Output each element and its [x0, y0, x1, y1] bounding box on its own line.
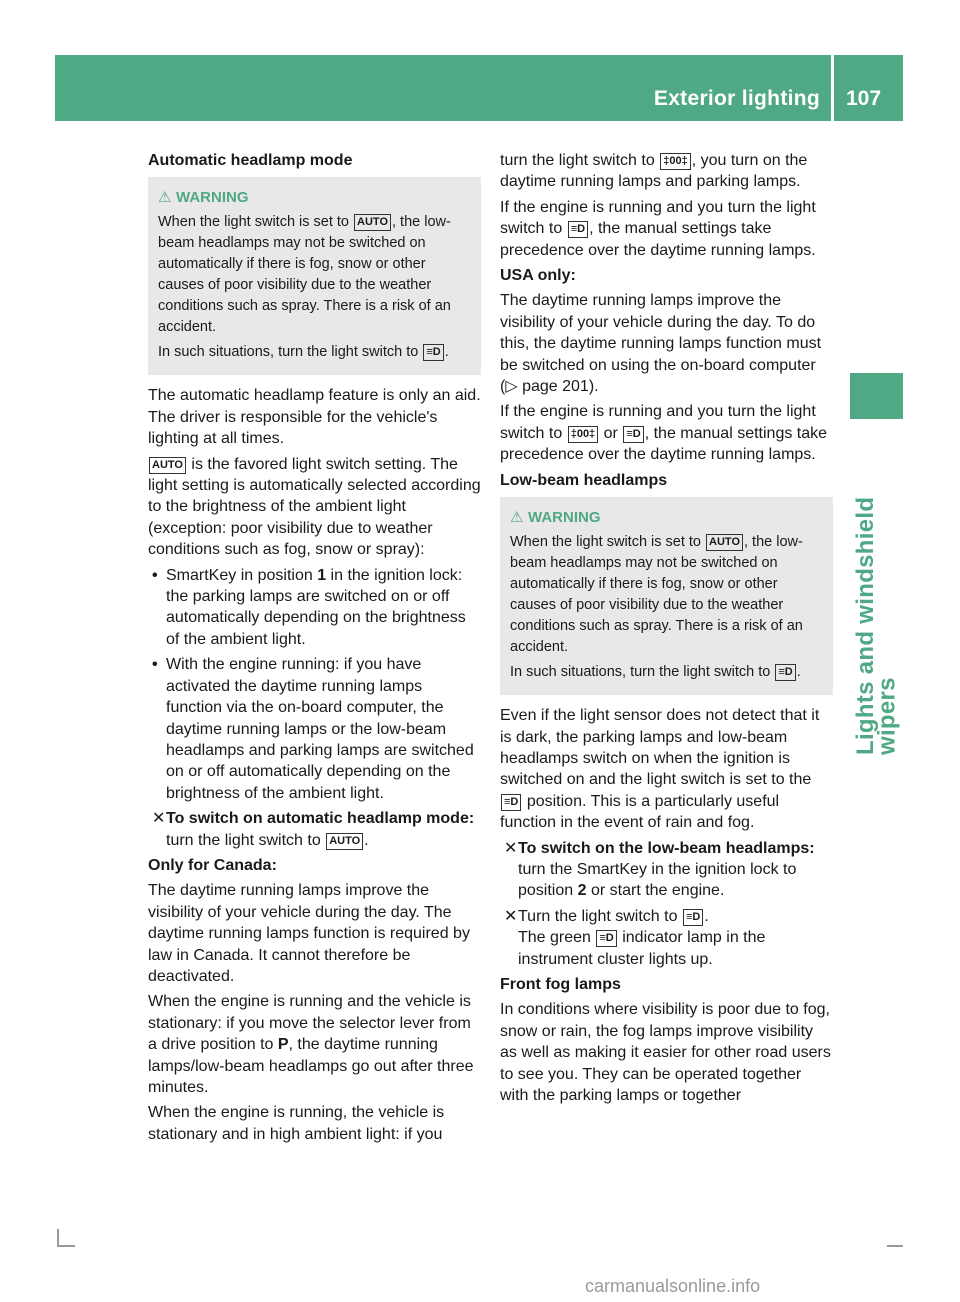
lowbeam-icon: ≡D [568, 221, 588, 238]
right-column [500, 150, 833, 1110]
bullet-item: • SmartKey in position 1 in the ignition lock: the parking lamps are switched on or off automatically depending on the brightness of the ambient light. [152, 566, 466, 648]
crop-mark [887, 1245, 903, 1247]
paragraph: The daytime running lamps improve the visibility of your vehicle during the day. To do this, the daytime running lamps function must be switched on using the on-board computer (▷ page 201). [500, 292, 822, 396]
paragraph: If the engine is running and you turn the light switch to ≡D , the manual settings take precedence over the daytime running lamps. [500, 198, 816, 259]
page-ref-icon: ▷ [505, 378, 518, 396]
lowbeam-icon: ≡D [501, 794, 521, 811]
chapter-tab [850, 425, 903, 755]
paragraph: turn the light switch to ‡00‡ , you turn on the daytime running lamps and parking lamps. [500, 152, 808, 191]
warning-advice: In such situations, turn the light switch to ≡D . [510, 664, 801, 681]
heading-front-fog: Front fog lamps [500, 975, 621, 993]
paragraph: Even if the light sensor does not detect that it is dark, the parking lamps and low-beam headlamps switch on when the ignition is switched on and the light switch is set to the ≡D position. This is a particularly useful function in the event of rain and fog. [500, 707, 820, 832]
header-separator [831, 55, 834, 121]
heading-usa: USA only: [500, 267, 576, 285]
bullet-icon: • [152, 566, 158, 584]
step-arrow-icon: ✕ [152, 810, 166, 828]
warning-icon: ⚠ [158, 189, 172, 207]
auto-icon: AUTO [354, 214, 391, 231]
warning-icon: ⚠ [510, 509, 524, 527]
paragraph: The daytime running lamps improve the visibility of your vehicle during the day. The daytime running lamps function is required by law in Canada. It cannot therefore be deactivated. [148, 882, 470, 985]
warning-text: When the light switch is set to AUTO , the low-beam headlamps may not be switched on automatically if there is fog, snow or other causes of poor visibility due to the weather conditions such as spray. There is a risk of an accident. [510, 534, 803, 656]
paragraph: If the engine is running and you turn the light switch to ‡00‡ or ≡D , the manual settings take precedence over the daytime running lamps. [500, 403, 828, 464]
watermark: carmanualsonline.info [585, 1276, 761, 1296]
heading-automatic-headlamp: Automatic headlamp mode [148, 152, 353, 169]
instruction-step: ✕ To switch on the low-beam headlamps: turn the SmartKey in the ignition lock to position 2 or start the engine. [504, 839, 815, 900]
heading-canada: Only for Canada: [148, 856, 277, 874]
auto-icon: AUTO [326, 833, 363, 850]
paragraph: AUTO is the favored light switch setting. The light setting is automatically selected according to the brightness of the ambient light (exception: poor visibility due to weather conditions such as fog, snow or spray): [148, 455, 481, 559]
warning-title: ⚠ WARNING [510, 509, 601, 527]
instruction-step: ✕ To switch on automatic headlamp mode: turn the light switch to AUTO . [152, 810, 475, 849]
page-number: 107 [846, 87, 882, 110]
paragraph: When the engine is running and the vehicle is stationary: if you move the selector lever from a drive position to P, the daytime running lamps/low-beam headlamps go out after three minutes. [148, 993, 474, 1096]
parking-lamp-icon: ‡00‡ [660, 153, 690, 170]
bullet-icon: • [152, 656, 158, 674]
paragraph: In conditions where visibility is poor due to fog, snow or rain, the fog lamps improve visibility as well as making it easier for other road users to see you. They can be operated together with the parking lamps or together [500, 1001, 831, 1104]
chapter-tab-label: Lights and windshield wipers [852, 496, 901, 755]
lowbeam-icon: ≡D [596, 930, 616, 947]
paragraph: The automatic headlamp feature is only an aid. The driver is responsible for the vehicle's lighting at all times. [148, 387, 481, 448]
left-column [148, 150, 481, 1149]
heading-low-beam: Low-beam headlamps [500, 471, 668, 489]
instruction-step: ✕ Turn the light switch to ≡D . The green ≡D indicator lamp in the instrument cluster lights up. [504, 907, 766, 968]
step-arrow-icon: ✕ [504, 907, 518, 925]
section-title: Exterior lighting [653, 87, 820, 110]
warning-text: When the light switch is set to AUTO , the low-beam headlamps may not be switched on automatically if there is fog, snow or other causes of poor visibility due to the weather conditions such as spray. There is a risk of an accident. [158, 214, 451, 336]
crop-mark [57, 1245, 75, 1247]
warning-box [500, 497, 833, 695]
lowbeam-icon: ≡D [683, 909, 703, 926]
auto-icon: AUTO [149, 457, 186, 474]
step-arrow-icon: ✕ [504, 839, 518, 857]
warning-box [148, 177, 481, 375]
bullet-item: • With the engine running: if you have activated the daytime running lamps function via the on-board computer, the daytime running lamps or the low-beam headlamps and parking lamps are switched on or off automatically depending on the brightness of the ambient light. [152, 656, 474, 802]
warning-title: ⚠ WARNING [158, 189, 249, 207]
lowbeam-icon: ≡D [423, 344, 443, 361]
parking-lamp-icon: ‡00‡ [568, 426, 598, 443]
lowbeam-icon: ≡D [775, 664, 795, 681]
warning-advice: In such situations, turn the light switch to ≡D . [158, 344, 449, 361]
auto-icon: AUTO [706, 534, 743, 551]
side-tab-marker [850, 373, 903, 419]
paragraph: When the engine is running, the vehicle is stationary and in high ambient light: if you [148, 1104, 445, 1143]
lowbeam-icon: ≡D [623, 426, 643, 443]
